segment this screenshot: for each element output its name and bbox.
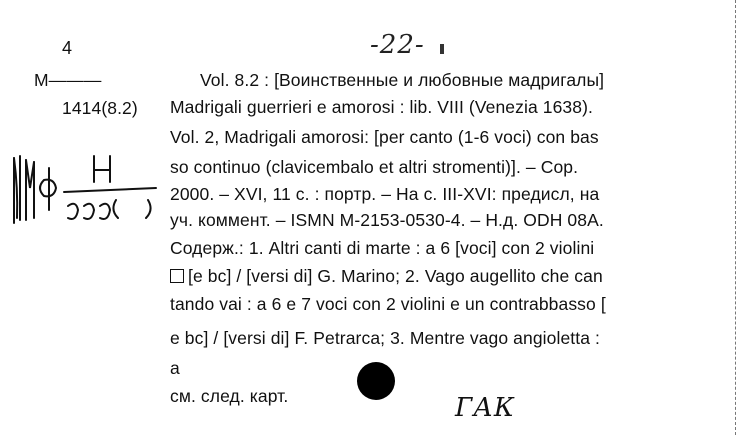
body-line-4: 2000. – XVI, 11 c. : портр. – На с. III-XVI: предисл, на — [170, 184, 600, 204]
body-line-6: Содерж.: 1. Altri canti di marte : a 6 [voci] con 2 violini — [170, 238, 595, 258]
body-line-3: so continuo (clavicembalo et altri stromenti)]. – Cop. — [170, 157, 579, 177]
m-code: M——— — [34, 70, 102, 90]
body-line-8: tando vai : a 6 e 7 voci con 2 violini e un contrabbasso [ — [170, 294, 606, 314]
body-line-2: Vol. 2, Madrigali amorosi: [per canto (1-6 voci) con bas — [170, 127, 599, 147]
body-line-10: a — [170, 358, 180, 378]
page-number: -22- — [370, 30, 425, 60]
punch-hole — [357, 362, 395, 400]
body-line-7-text: [e bc] / [versi di] G. Marino; 2. Vago augellito che can — [188, 266, 603, 286]
handwritten-shelf-mark — [6, 148, 168, 238]
shelf-number: 1414(8.2) — [62, 98, 138, 118]
body-line-7 — [170, 266, 603, 287]
continuation-note: см. след. карт. — [170, 386, 289, 406]
title-line: Vol. 8.2 : [Воинственные и любовные мадригалы] — [200, 70, 605, 90]
body-line-5: уч. коммент. – ISMN M-2153-0530-4. – Н.д. ODH 08A. — [170, 210, 604, 230]
checkbox-glyph — [170, 269, 184, 283]
handwritten-signature: ГАК — [455, 393, 516, 423]
copy-count: 4 — [62, 38, 73, 58]
ink-mark — [440, 44, 444, 54]
body-line-1: Madrigali guerrieri e amorosi : lib. VIII (Venezia 1638). — [170, 97, 593, 117]
body-line-9: e bc] / [versi di] F. Petrarca; 3. Mentre vago angioletta : — [170, 328, 600, 348]
card-edge — [735, 0, 736, 435]
